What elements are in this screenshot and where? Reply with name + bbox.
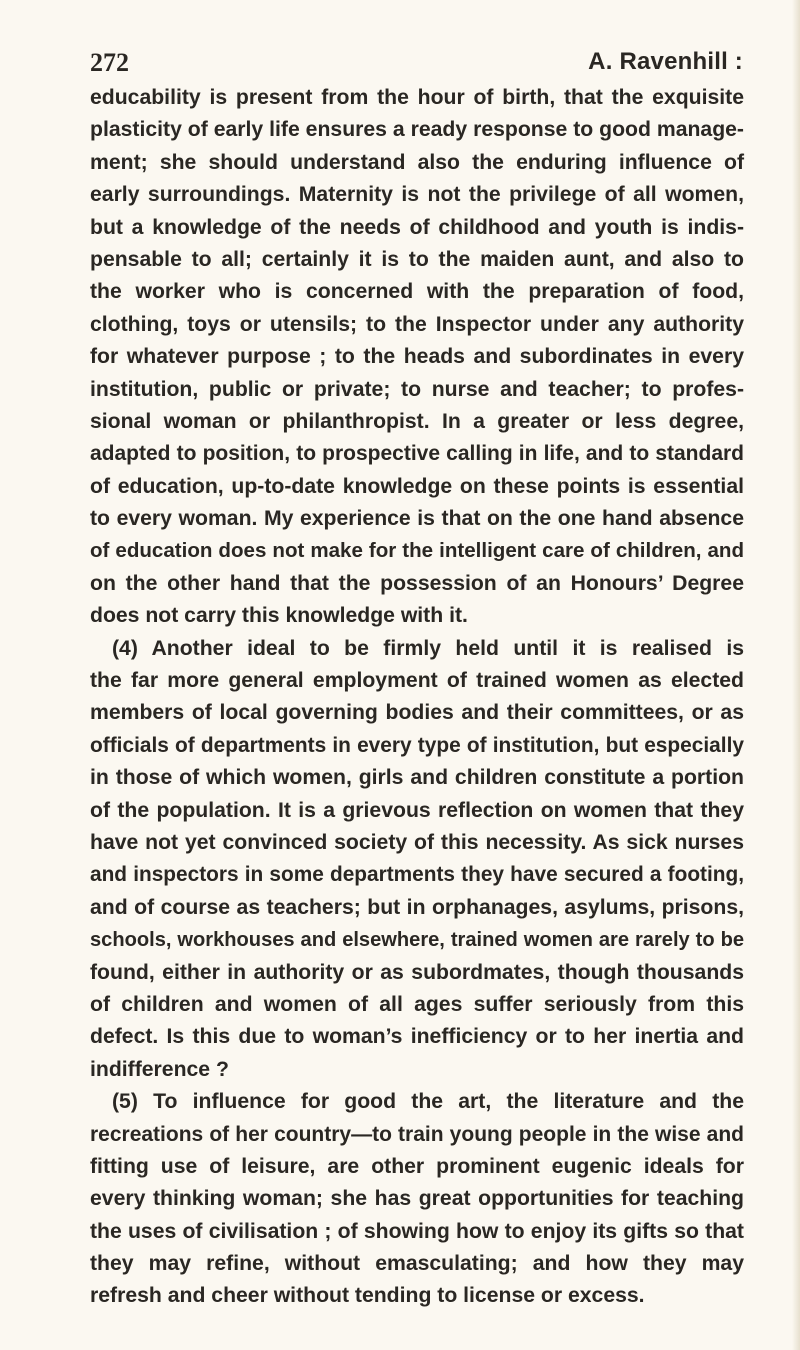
text-line: institution, public or private; to nurse and teacher; to profes-: [90, 377, 744, 401]
text-line: but a knowledge of the needs of childhood and youth is indis-: [90, 215, 744, 239]
text-line: and inspectors in some departments they have secured a footing,: [90, 863, 744, 887]
paragraph-end-line: indifference ?: [90, 1057, 229, 1081]
body-text: [90, 82, 744, 1313]
running-head: [90, 48, 743, 78]
text-line: early surroundings. Maternity is not the privilege of all women,: [90, 183, 744, 207]
text-line: officials of departments in every type of institution, but especially: [90, 733, 744, 757]
text-line: educability is present from the hour of birth, that the exquisite: [90, 86, 744, 109]
running-head-author: A. Ravenhill :: [588, 48, 743, 75]
text-line: the worker who is concerned with the preparation of food,: [90, 280, 744, 304]
text-line: members of local governing bodies and their committees, or as: [90, 701, 744, 725]
text-line: recreations of her country—to train young people in the wise and: [90, 1122, 744, 1146]
text-line: schools, workhouses and elsewhere, trained women are rarely to be: [90, 929, 744, 952]
text-line: clothing, toys or utensils; to the Inspector under any authority: [90, 312, 744, 336]
paragraph-start-line: (4) Another ideal to be firmly held until it is realised is: [112, 636, 744, 660]
text-line: the far more general employment of trained women as elected: [90, 669, 744, 693]
text-line: defect. Is this due to woman’s inefficiency or to her inertia and: [90, 1025, 744, 1049]
text-line: on the other hand that the possession of an Honours’ Degree: [90, 571, 744, 595]
paragraph-start-line: (5) To influence for good the art, the literature and the: [112, 1090, 744, 1114]
text-line: they may refine, without emasculating; and how they may: [90, 1252, 744, 1276]
text-line: found, either in authority or as subordmates, though thousands: [90, 960, 744, 984]
text-line: of the population. It is a grievous reflection on women that they: [90, 798, 744, 822]
text-line: have not yet convinced society of this necessity. As sick nurses: [90, 830, 744, 854]
page-edge-shadow: [792, 0, 800, 1350]
text-line: for whatever purpose ; to the heads and subordinates in every: [90, 345, 744, 369]
paragraph-end-line: does not carry this knowledge with it.: [90, 604, 468, 628]
text-line: every thinking woman; she has great opportunities for teaching: [90, 1187, 744, 1211]
text-line: to every woman. My experience is that on the one hand absence: [90, 507, 744, 531]
text-line: pensable to all; certainly it is to the maiden aunt, and also to: [90, 247, 744, 271]
text-line: adapted to position, to prospective calling in life, and to standard: [90, 442, 744, 466]
text-line: plasticity of early life ensures a ready response to good manage-: [90, 118, 744, 142]
text-line: sional woman or philanthropist. In a greater or less degree,: [90, 409, 744, 433]
text-line: ment; she should understand also the enduring influence of: [90, 150, 744, 174]
text-line: of education, up-to-date knowledge on these points is essential: [90, 474, 744, 498]
text-line: in those of which women, girls and children constitute a portion: [90, 766, 744, 790]
text-line: the uses of civilisation ; of showing how to enjoy its gifts so that: [90, 1219, 744, 1243]
text-line: fitting use of leisure, are other prominent eugenic ideals for: [90, 1154, 744, 1178]
text-line: of children and women of all ages suffer seriously from this: [90, 992, 744, 1016]
text-line: of education does not make for the intelligent care of children, and: [90, 539, 744, 563]
page-number: 272: [90, 48, 129, 77]
paragraph-end-line: refresh and cheer without tending to license or excess.: [90, 1284, 645, 1308]
text-line: and of course as teachers; but in orphanages, asylums, prisons,: [90, 895, 744, 919]
